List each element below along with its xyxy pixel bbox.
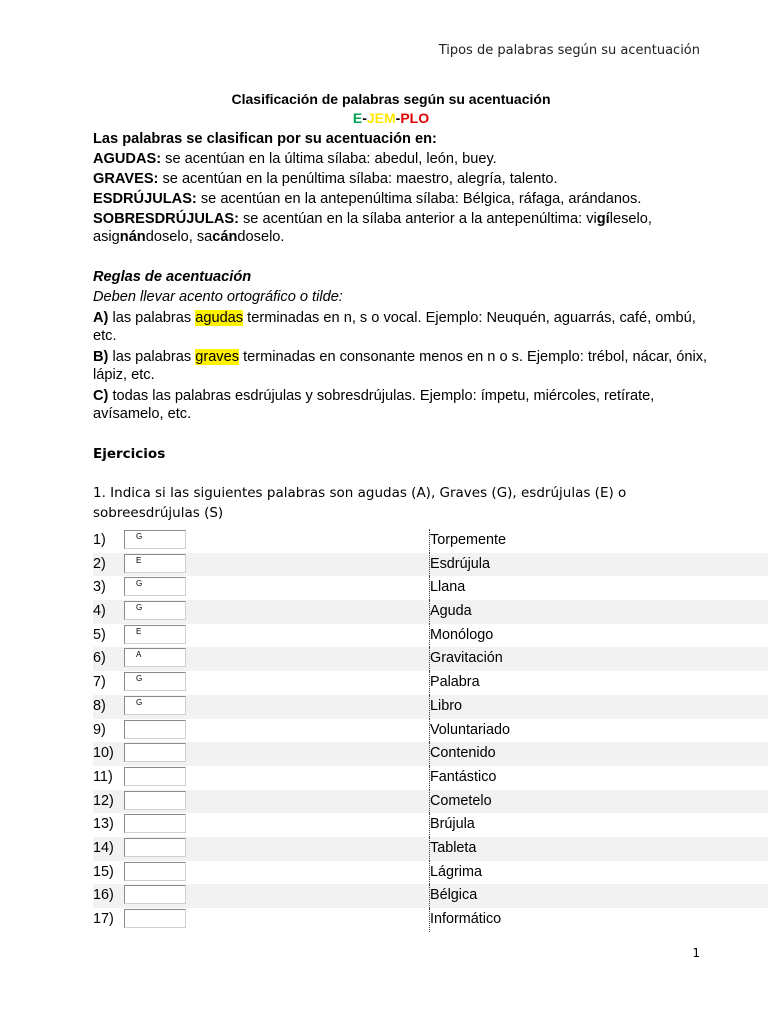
row-number: 13) — [93, 816, 114, 833]
word-label: Lágrima — [430, 863, 482, 880]
exercise-instruction: 1. Indica si las siguientes palabras son agudas (A), Graves (G), esdrújulas (E) o sobreesdrújulas (S) — [93, 485, 627, 521]
word-label: Tableta — [430, 839, 477, 856]
answer-field[interactable] — [124, 814, 186, 833]
definition-term: GRAVES: — [93, 171, 159, 187]
rules-title: Reglas de acentuación — [93, 269, 252, 285]
answer-field[interactable]: G — [124, 672, 186, 691]
word-label: Gravitación — [430, 650, 503, 667]
row-number: 1) — [93, 532, 106, 548]
row-number: 6) — [93, 650, 106, 667]
highlighted-word: agudas — [195, 310, 244, 326]
row-number: 5) — [93, 626, 106, 643]
intro-text: Las palabras se clasifican por su acentuación en: — [93, 131, 437, 147]
rule-c — [93, 387, 713, 423]
stressed-syllable: cán — [212, 229, 238, 245]
ejemplo-label — [93, 110, 689, 126]
answer-field[interactable] — [124, 767, 186, 786]
rule-label: C) — [93, 388, 109, 404]
row-number: 3) — [93, 579, 106, 596]
ejemplo-dash: - — [362, 110, 367, 126]
table-row — [93, 647, 768, 671]
page-number: 1 — [692, 946, 700, 960]
row-number: 11) — [93, 768, 113, 785]
table-row — [93, 742, 768, 766]
word-label: Palabra — [430, 674, 480, 691]
table-row — [93, 766, 768, 790]
answer-field[interactable]: G — [124, 696, 186, 715]
table-row — [93, 861, 768, 885]
table-row — [93, 600, 768, 624]
definition-sobresdrujulas — [93, 210, 713, 246]
word-label: Contenido — [430, 745, 496, 762]
word-label: Esdrújula — [430, 555, 490, 572]
word-label: Brújula — [430, 816, 475, 833]
definition-text: se acentúan en la penúltima sílaba: maestro, alegría, talento. — [158, 171, 558, 187]
document-body — [93, 91, 713, 523]
answer-field[interactable] — [124, 791, 186, 810]
row-number: 17) — [93, 911, 114, 927]
answer-field[interactable] — [124, 720, 186, 739]
definition-term: ESDRÚJULAS: — [93, 191, 197, 207]
rule-label: B) — [93, 349, 109, 365]
definition-term: SOBRESDRÚJULAS: — [93, 211, 239, 227]
table-row — [93, 695, 768, 719]
row-number: 4) — [93, 603, 106, 620]
table-row — [93, 884, 768, 908]
row-number: 16) — [93, 887, 114, 904]
rule-label: A) — [93, 310, 109, 326]
word-label: Llana — [430, 579, 466, 596]
answer-field[interactable]: G — [124, 601, 186, 620]
definition-agudas — [93, 150, 713, 168]
table-row — [93, 624, 768, 648]
table-row — [93, 813, 768, 837]
table-row — [93, 671, 768, 695]
row-number: 12) — [93, 792, 114, 809]
rule-text: las palabras — [108, 310, 196, 326]
word-label: Torpemente — [430, 532, 506, 548]
rule-text: todas las palabras esdrújulas y sobresdrújulas. Ejemplo: ímpetu, miércoles, retírate, avísamelo, etc. — [93, 388, 655, 422]
rules-subtitle: Deben llevar acento ortográfico o tilde: — [93, 289, 343, 305]
ejemplo-jem: JEM — [366, 110, 396, 126]
definition-term: AGUDAS: — [93, 151, 162, 167]
word-label: Voluntariado — [430, 721, 511, 738]
word-label: Fantástico — [430, 768, 497, 785]
ejemplo-plo: PLO — [400, 110, 430, 126]
table-row — [93, 719, 768, 743]
rule-b — [93, 348, 713, 384]
exercise-table — [93, 529, 768, 932]
table-row — [93, 790, 768, 814]
answer-field[interactable] — [124, 909, 186, 928]
answer-field[interactable] — [124, 743, 186, 762]
answer-field[interactable] — [124, 838, 186, 857]
stressed-syllable: gí — [596, 211, 610, 227]
definition-text: se acentúan en la antepenúltima sílaba: Bélgica, ráfaga, arándanos. — [196, 191, 642, 207]
definition-esdrujulas — [93, 190, 713, 208]
definition-text: leselo, asig — [93, 211, 652, 245]
definition-text: doselo. — [237, 229, 285, 245]
answer-field[interactable] — [124, 862, 186, 881]
rule-a — [93, 309, 713, 345]
word-label: Cometelo — [430, 792, 492, 809]
highlighted-word: graves — [195, 349, 240, 365]
stressed-syllable: nán — [119, 229, 146, 245]
definition-text: doselo, sa — [145, 229, 213, 245]
document-title: Clasificación de palabras según su acentuación — [231, 91, 551, 107]
definition-text: se acentúan en la última sílaba: abedul, león, buey. — [161, 151, 497, 167]
ejemplo-dash: - — [395, 110, 401, 126]
table-row — [93, 837, 768, 861]
running-header: Tipos de palabras según su acentuación — [438, 43, 700, 58]
word-label: Libro — [430, 697, 462, 714]
rule-text: las palabras — [108, 349, 196, 365]
exercises-title: Ejercicios — [93, 446, 166, 462]
answer-field[interactable]: G — [124, 577, 186, 596]
answer-field[interactable]: E — [124, 625, 186, 644]
row-number: 15) — [93, 863, 114, 880]
word-label: Informático — [430, 911, 502, 927]
definition-text: se acentúan en la sílaba anterior a la antepenúltima: vi — [238, 211, 597, 227]
table-row — [93, 553, 768, 577]
answer-field[interactable]: G — [124, 530, 186, 549]
row-number: 9) — [93, 721, 106, 738]
answer-field[interactable]: A — [124, 648, 186, 667]
row-number: 14) — [93, 839, 114, 856]
table-row — [93, 529, 768, 553]
table-row — [93, 576, 768, 600]
row-number: 10) — [93, 745, 114, 762]
answer-field[interactable]: E — [124, 554, 186, 573]
definition-graves — [93, 170, 713, 188]
word-label: Monólogo — [430, 626, 494, 643]
ejemplo-e: E — [352, 110, 363, 126]
word-label: Aguda — [430, 603, 472, 620]
table-row — [93, 908, 768, 932]
rule-text: terminadas en consonante menos en n o s. Ejemplo: trébol, nácar, ónix, lápiz, etc. — [93, 349, 708, 383]
answer-field[interactable] — [124, 885, 186, 904]
row-number: 8) — [93, 697, 106, 714]
word-label: Bélgica — [430, 887, 478, 904]
rule-text: terminadas en n, s o vocal. Ejemplo: Neuquén, aguarrás, café, ombú, etc. — [93, 310, 696, 344]
row-number: 7) — [93, 674, 106, 691]
row-number: 2) — [93, 555, 106, 572]
